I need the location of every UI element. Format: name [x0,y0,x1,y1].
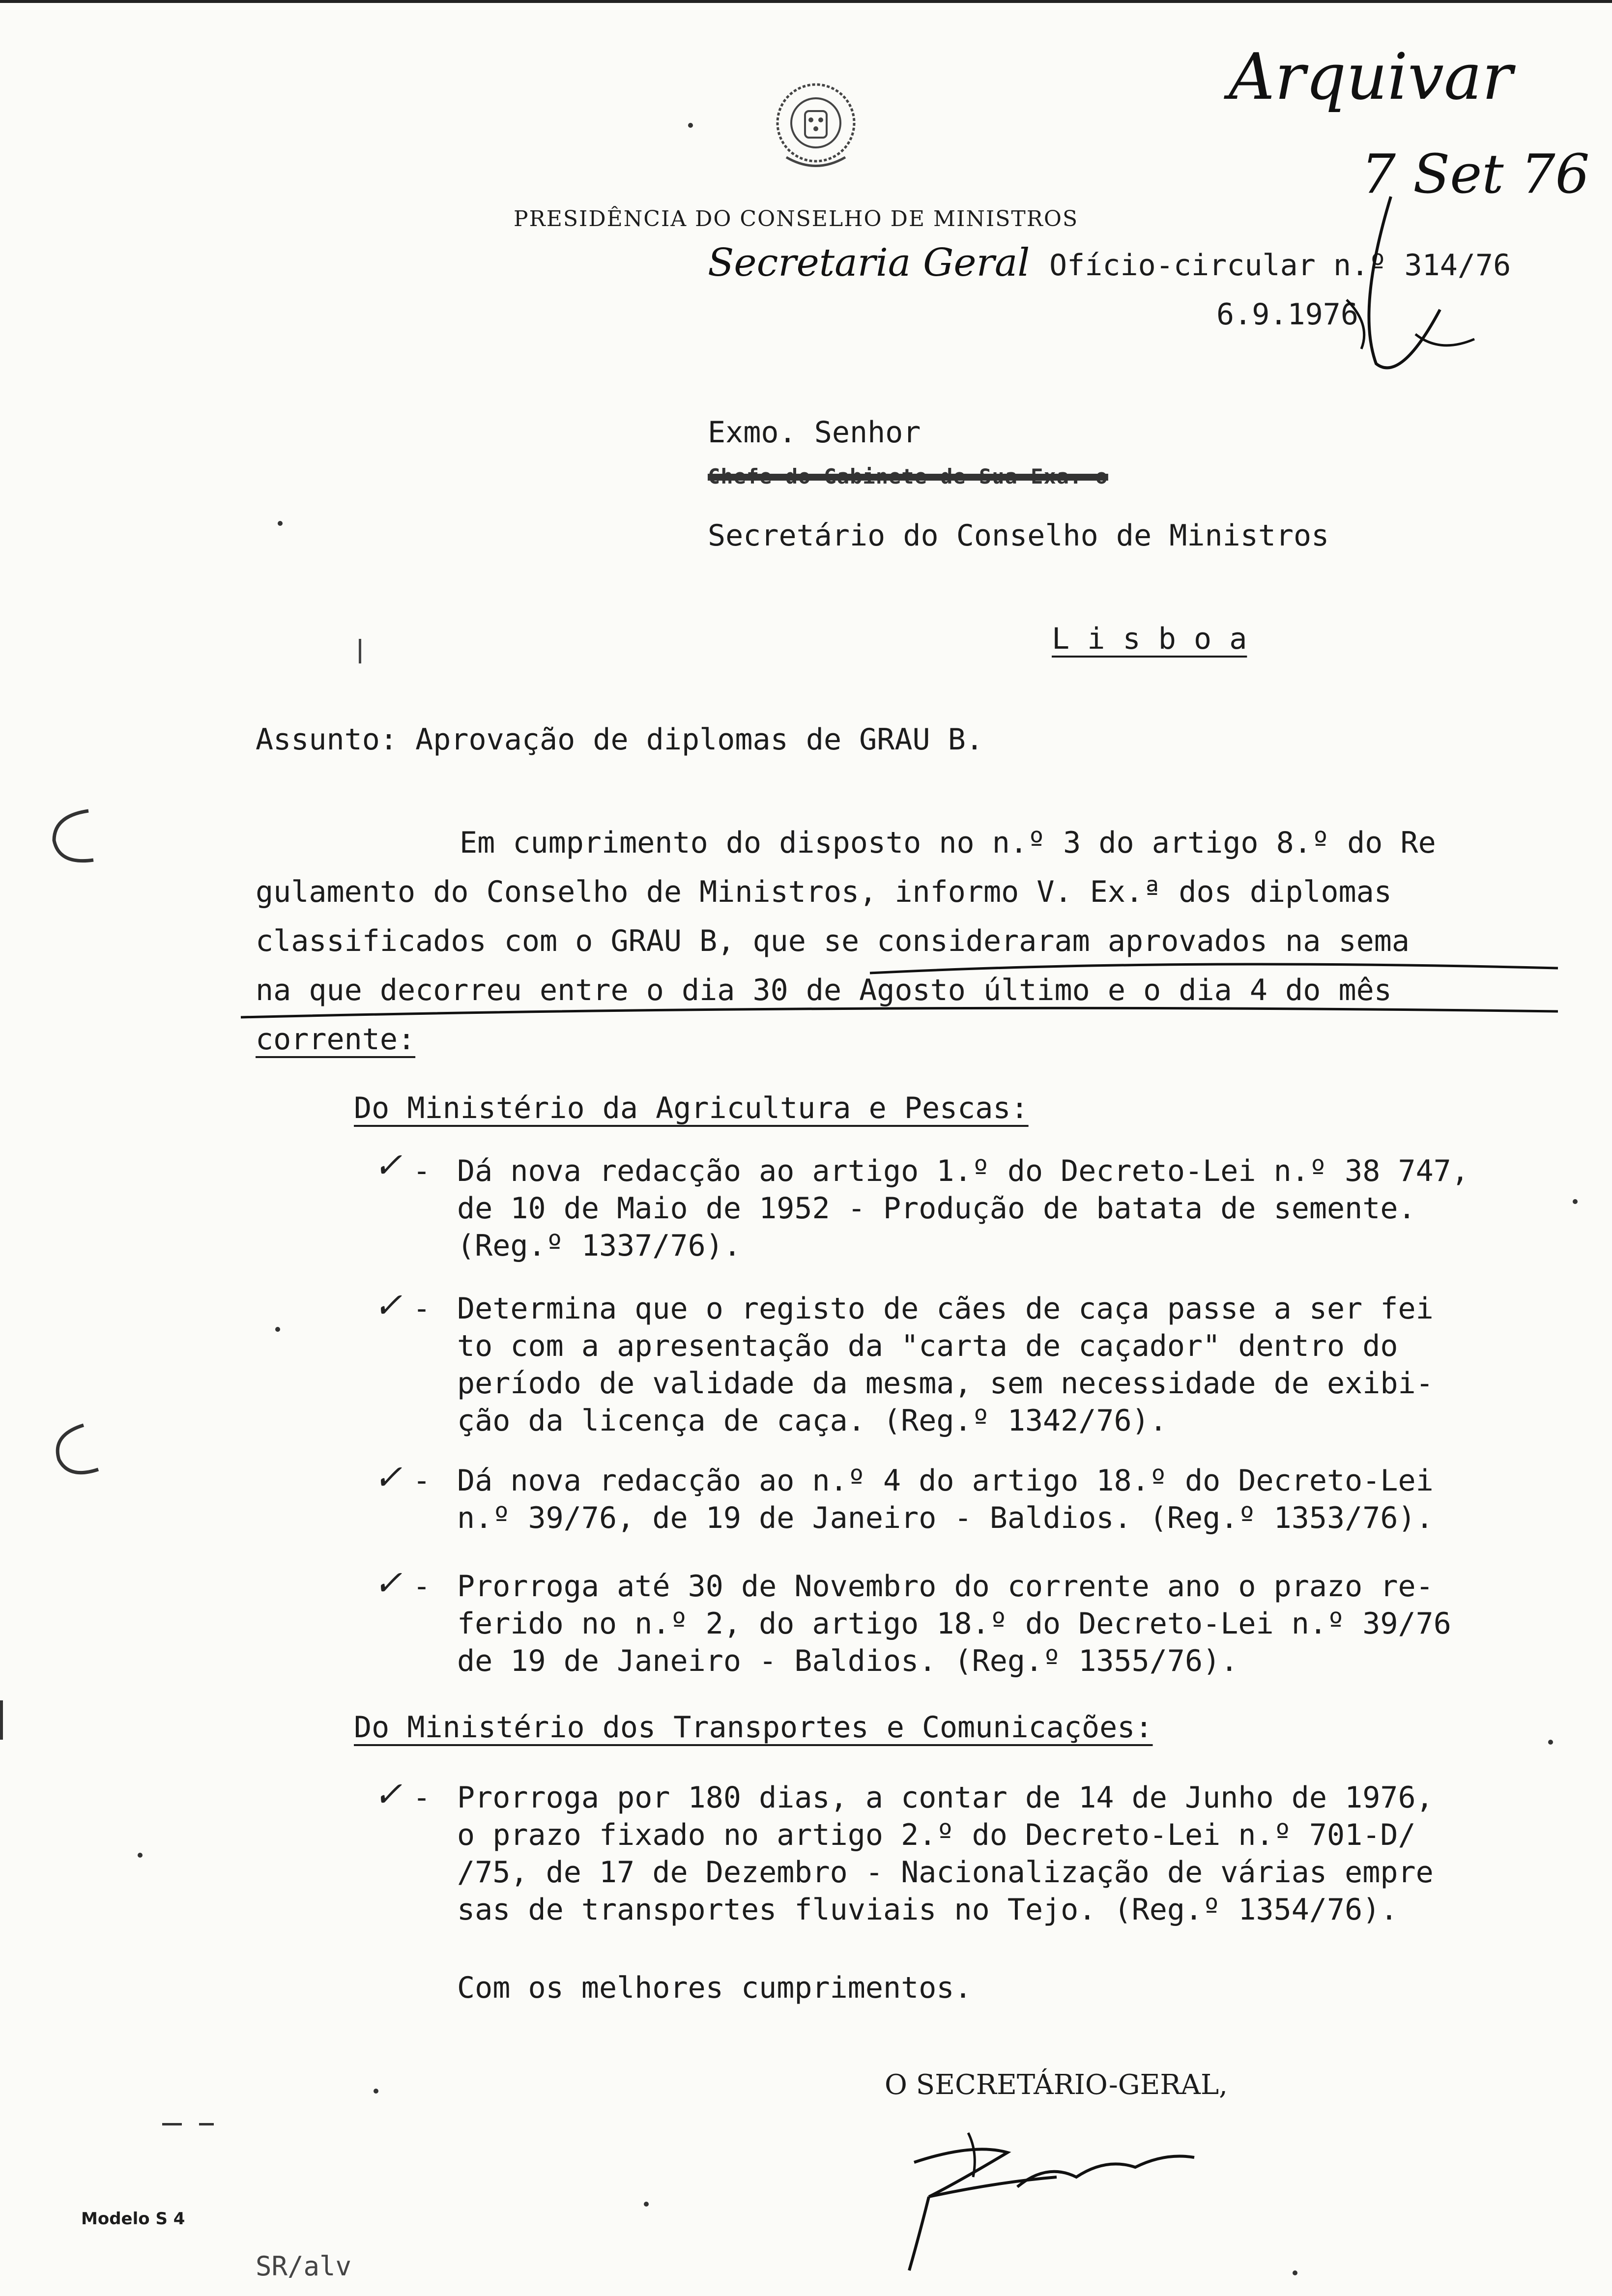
item-line: ferido no n.º 2, do artigo 18.º do Decreto-Lei n.º 39/76 [457,1607,1451,1641]
scan-speck [374,2089,378,2094]
addressee-salutation: Exmo. Senhor [708,415,921,450]
intro-line-4: na que decorreu entre o dia 30 de Agosto último e o dia 4 do mês [256,973,1392,1007]
item-line: sas de transportes fluviais no Tejo. (Reg.º 1354/76). [457,1893,1398,1927]
section-heading-agriculture: Do Ministério da Agricultura e Pescas: [354,1091,1029,1125]
check-mark: ✓ [374,1285,403,1325]
scan-speck [1293,2270,1297,2275]
signatory-title: O SECRETÁRIO-GERAL, [885,2069,1228,2101]
list-item-dash: - [413,1780,431,1815]
handwritten-check-scribble [1327,187,1533,393]
intro-line-3: classificados com o GRAU B, que se consideraram aprovados na sema [256,924,1410,958]
department-script: Secretaria Geral [708,241,1030,285]
item-line: o prazo fixado no artigo 2.º do Decreto-Lei n.º 701-D/ [457,1818,1416,1852]
handwritten-note-archive: Arquivar [1229,39,1513,114]
item-line: (Reg.º 1337/76). [457,1229,741,1263]
addressee-city: L i s b o a [1052,622,1247,656]
list-item [457,1152,1469,1264]
item-line: de 10 de Maio de 1952 - Produção de batata de semente. [457,1191,1416,1226]
scan-edge-tick [359,639,361,663]
list-item-dash: - [413,1569,431,1604]
coat-of-arms-seal [767,74,865,177]
intro-line-1: Em cumprimento do disposto no n.º 3 do artigo 8.º do Re [460,826,1436,860]
handwritten-signature [899,2123,1204,2280]
scan-speck [275,1327,280,1332]
item-line: Dá nova redacção ao artigo 1.º do Decreto-Lei n.º 38 747, [457,1154,1469,1188]
institution-heading: PRESIDÊNCIA DO CONSELHO DE MINISTROS [514,206,1079,231]
scan-edge-tick [0,1700,3,1740]
subject-line: Assunto: Aprovação de diplomas de GRAU B. [256,722,984,757]
section-heading-transport: Do Ministério dos Transportes e Comunicações: [354,1710,1153,1745]
hand-underline-marks [231,958,1583,1071]
item-line: n.º 39/76, de 19 de Janeiro - Baldios. (Reg.º 1353/76). [457,1501,1434,1535]
list-item-dash: - [413,1464,431,1498]
intro-line-2: gulamento do Conselho de Ministros, informo V. Ex.ª dos diplomas [256,875,1392,909]
closing-greeting: Com os melhores cumprimentos. [457,1971,972,2005]
list-item-dash: - [413,1292,431,1326]
scan-edge-tick [162,2123,182,2125]
check-mark: ✓ [374,1145,403,1185]
addressee-struck-line: Chefe do Gabinete de Sua Exa. o [708,464,1108,488]
item-line: Prorroga por 180 dias, a contar de 14 de Junho de 1976, [457,1780,1434,1815]
typist-initials: SR/alv [256,2251,352,2282]
handwritten-note-date: 7 Set 76 [1361,143,1590,205]
scan-speck [1548,1740,1553,1745]
list-item [457,1462,1434,1537]
list-item [457,1779,1434,1928]
item-line: Prorroga até 30 de Novembro do corrente ano o prazo re- [457,1569,1434,1604]
scan-edge-tick [199,2123,214,2125]
check-mark: ✓ [374,1457,403,1497]
check-mark: ✓ [374,1774,403,1814]
list-item-dash: - [413,1154,431,1188]
item-line: período de validade da mesma, sem necessidade de exibi- [457,1366,1434,1401]
item-line: Dá nova redacção ao n.º 4 do artigo 18.º do Decreto-Lei [457,1464,1434,1498]
scan-speck [1573,1199,1578,1204]
document-date: 6.9.1976 [1216,297,1358,332]
top-edge-line [0,0,1612,3]
item-line: ção da licença de caça. (Reg.º 1342/76). [457,1404,1167,1438]
scan-speck [644,2202,649,2207]
punch-hole-mark [44,801,103,875]
item-line: to com a apresentação da "carta de caçador" dentro do [457,1329,1398,1363]
scan-speck [138,1853,143,1858]
punch-hole-mark [44,1415,103,1489]
circular-reference: Ofício-circular n.º 314/76 [1049,248,1511,283]
form-code: Modelo S 4 [81,2209,185,2229]
check-mark: ✓ [374,1563,403,1603]
list-item [457,1290,1434,1439]
item-line: de 19 de Janeiro - Baldios. (Reg.º 1355/76). [457,1644,1238,1678]
item-line: Determina que o registo de cães de caça passe a ser fei [457,1292,1434,1326]
scan-speck [688,123,693,128]
addressee-title: Secretário do Conselho de Ministros [708,518,1329,553]
scan-speck [278,521,283,526]
list-item [457,1568,1451,1680]
intro-line-5: corrente: [256,1022,416,1057]
item-line: /75, de 17 de Dezembro - Nacionalização de várias empre [457,1855,1434,1890]
